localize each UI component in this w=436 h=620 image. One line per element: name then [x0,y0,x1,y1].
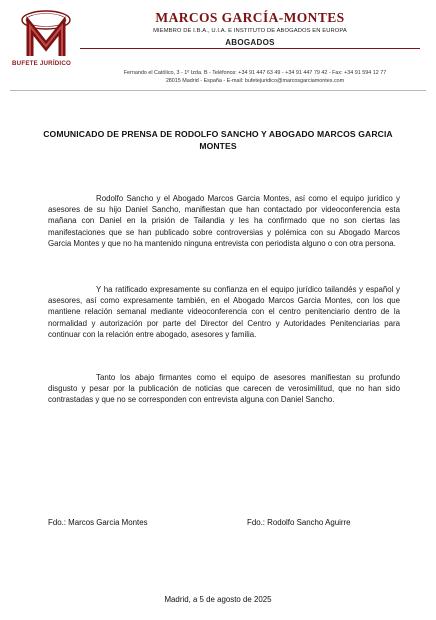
bufete-monogram-logo [20,8,72,60]
signature-left: Fdo.: Marcos Garcia Montes [48,518,148,527]
paragraph-3: Tanto los abajo firmantes como el equipo de asesores manifiestan su profundo disgusto y pesar por la publicación de noticias que carecen de verosimilitud, que no han sido contrastadas y que no se corresponden con entrevista alguna con Daniel Sancho. [48,373,400,405]
letterhead-divider [80,48,420,49]
document-date: Madrid, a 5 de agosto de 2025 [164,595,272,604]
signature-right: Fdo.: Rodolfo Sancho Aguirre [247,518,351,527]
document-title: COMUNICADO DE PRENSA DE RODOLFO SANCHO Y ABOGADO MARCOS GARCIA MONTES [43,129,393,151]
paragraph-1: Rodolfo Sancho y el Abogado Marcos Garcia Montes, así como el equipo jurídico y asesores de su hijo Daniel Sancho, manifiestan que han contactado por videoconferencia esta mañana con Daniel en la prisión de Tailandia y les ha confirmado que no son ciertas las manifestaciones que se han publicado sobre controversias y polémica con su Abogado Marcos Garcia Montes y que no ha mantenido ninguna entrevista con periodista alguno o con otra persona. [48,194,400,248]
letterhead-title: MARCOS GARCÍA-MONTES [155,10,345,25]
contact-divider [10,90,426,91]
letterhead-subtitle: MIEMBRO DE I.B.A., U.I.A. E INSTITUTO DE ABOGADOS EN EUROPA [153,28,347,34]
letterhead-role: ABOGADOS [225,38,275,47]
contact-city-email: 28015 Madrid - España - E-mail: bufetejuridico@marcosgarciamontes.com [165,78,345,84]
firm-name: BUFETE JURÍDICO [12,60,72,67]
paragraph-2: Y ha ratificado expresamente su confianza en el equipo jurídico tailandés y español y asesores, así como expresamente también, en el Abogado Marcos Garcia Montes, con los que mantiene relación semanal mediante videoconferencia con el centro penitenciario dentro de la normalidad y autorización por parte del Director del Centro y Autoridades Penitenciarias para continuar con la relación entre abogado, asesores y familia. [48,285,400,339]
contact-address-phones: Fernando el Católico, 3 - 1º Izda. B - Teléfonos: +34 91 447 63 49 - +34 91 447 79 42 - Fax: +34 91 594 12 77 [123,70,387,76]
